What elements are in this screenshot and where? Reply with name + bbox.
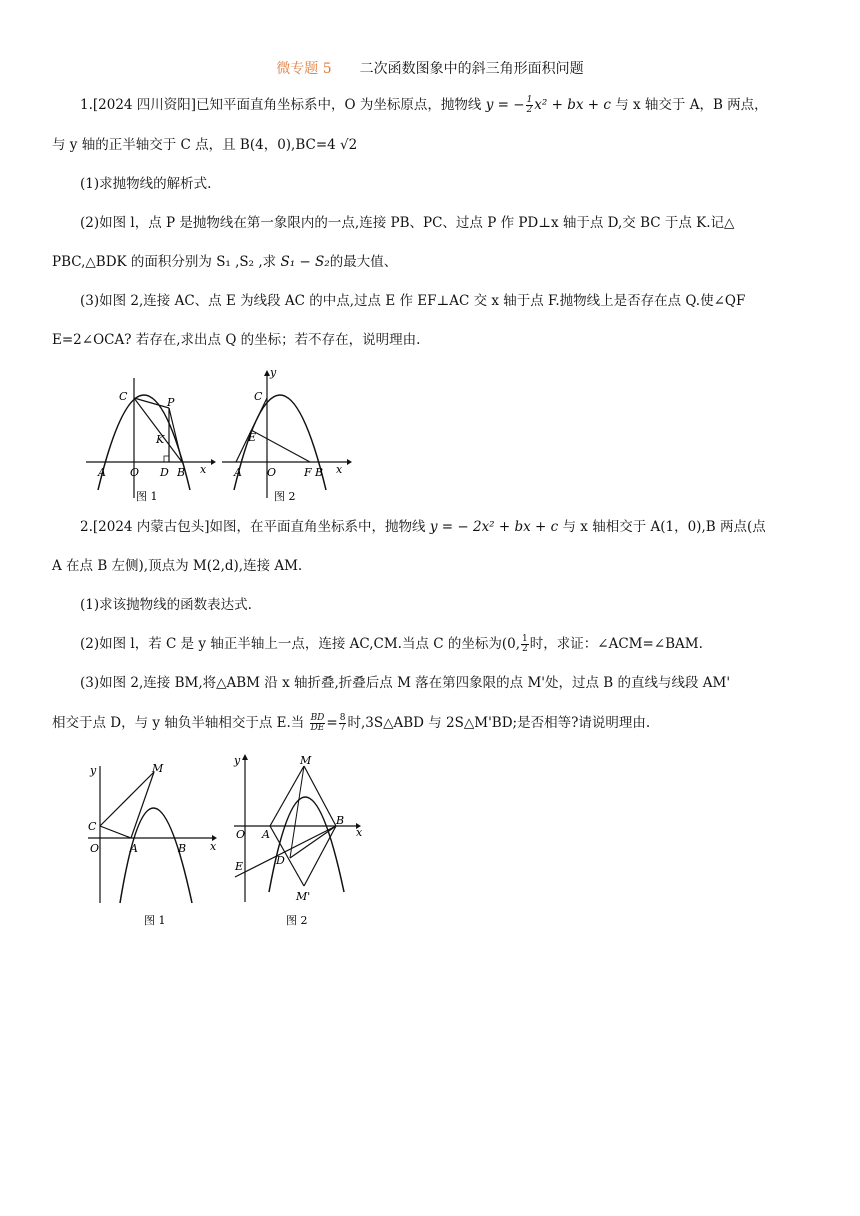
- q1-text-b: 与 x 轴交于 A，B 两点，: [615, 97, 768, 113]
- q2-figure-2-caption: 图 2: [286, 914, 308, 927]
- q1f1-label-C: C: [119, 390, 128, 403]
- q1f2-label-x: x: [336, 463, 343, 476]
- page-title: [0, 58, 860, 78]
- topic-tag: 微专题 5: [276, 61, 332, 77]
- q1f2-label-F: F: [304, 466, 312, 479]
- q2-figure-1: [88, 758, 218, 933]
- q2f1-label-C: C: [88, 820, 97, 833]
- q2f1-label-y: y: [90, 764, 97, 777]
- q1-line-1: [80, 95, 768, 115]
- q2-figure-1-caption: 图 1: [144, 914, 166, 927]
- q2-figure-2: [232, 752, 367, 927]
- q2f2-label-M: M: [300, 754, 312, 767]
- q2-part-2: (2)如图 l，若 C 是 y 轴正半轴上一点，连接 AC,CM.当点 C 的坐标为(0, $\frac{1}{2}$ 时，求证：∠ACM=∠BAM.: [80, 634, 703, 654]
- q1f1-label-D: D: [160, 466, 169, 479]
- q1f1-label-O: O: [130, 466, 140, 479]
- q1-part-2-line-2: PBC,△BDK 的面积分别为 S₁ ,S₂ ,求 S₁ − S₂的最大值、: [52, 254, 398, 270]
- q2-eight-sevenths: $\frac{8}{7}$: [339, 713, 346, 733]
- q1-figure-1: [86, 370, 216, 505]
- q2-part-3-line-2: 相交于点 D，与 y 轴负半轴相交于点 E.当 $\frac{BD}{DE}$ = $\frac{8}{7}$ 时,3S△ABD 与 2S△M'BD;是否相等?请说明理由.: [52, 713, 651, 733]
- q1f1-label-x: x: [200, 463, 207, 476]
- q1f1-label-A: A: [98, 466, 106, 479]
- q1f1-label-P: P: [167, 396, 175, 409]
- q2-equation: y = − 2x² + bx + c: [429, 519, 559, 535]
- q2-part-1: (1)求该抛物线的函数表达式.: [80, 597, 252, 613]
- q2f1-label-O: O: [90, 842, 100, 855]
- q2f2-label-D: D: [276, 854, 285, 867]
- q2f2-label-O: O: [236, 828, 246, 841]
- q1-part-3-line-1: (3)如图 2,连接 AC、点 E 为线段 AC 的中点,过点 E 作 EF⊥AC 交 x 轴于点 F.抛物线上是否存在点 Q.使∠QF: [80, 293, 746, 309]
- q2f2-label-B: B: [336, 814, 345, 827]
- q2-bd-de-fraction: $\frac{BD}{DE}$: [310, 713, 325, 733]
- q2-line-2: A 在点 B 左侧),顶点为 M(2,d),连接 AM.: [52, 558, 303, 574]
- q1f1-label-B: B: [177, 466, 186, 479]
- q2f1-label-A: A: [130, 842, 138, 855]
- q2-part-3-line-1: (3)如图 2,连接 BM,将△ABM 沿 x 轴折叠,折叠后点 M 落在第四象限的点 M'处，过点 B 的直线与线段 AM': [80, 675, 731, 691]
- q2-c-fraction: $\frac{1}{2}$: [522, 634, 528, 654]
- q2f1-label-B: B: [178, 842, 187, 855]
- q2f2-label-Mprime: M': [296, 890, 311, 903]
- topic-title: 二次函数图象中的斜三角形面积问题: [359, 61, 584, 77]
- q1-fraction: $\frac{1}{2}$: [526, 95, 533, 115]
- q1-part-2-line-1: (2)如图 l，点 P 是抛物线在第一象限内的一点,连接 PB、PC、过点 P 作 PD⊥x 轴于点 D,交 BC 于点 K.记△: [80, 215, 735, 231]
- q1-equation: y = − $\frac{1}{2}$ x² + bx + c: [485, 95, 611, 115]
- q1f2-label-A: A: [234, 466, 242, 479]
- q1-text-a: 1.[2024 四川资阳]已知平面直角坐标系中，O 为坐标原点，抛物线: [80, 97, 482, 113]
- q2f2-label-E: E: [235, 860, 244, 873]
- q1-figure-2-caption: 图 2: [274, 490, 296, 503]
- q2f2-label-A: A: [262, 828, 270, 841]
- q2-line-1: 2.[2024 内蒙古包头]如图，在平面直角坐标系中，抛物线 y = − 2x² + bx + c 与 x 轴相交于 A(1，0),B 两点(点: [80, 519, 766, 535]
- q1-s-diff: S₁ − S₂: [280, 254, 330, 270]
- q1f2-label-B: B: [315, 466, 324, 479]
- q1f2-label-y: y: [270, 366, 277, 379]
- q1-part-1: (1)求抛物线的解析式.: [80, 176, 212, 192]
- q1-figure-1-caption: 图 1: [136, 490, 158, 503]
- q2f2-label-y: y: [234, 754, 241, 767]
- q1-line-2: 与 y 轴的正半轴交于 C 点，且 B(4，0),BC=4 √2: [52, 137, 358, 153]
- q1-figure-2: [222, 366, 352, 505]
- q1f2-label-E: E: [248, 431, 257, 444]
- q2f1-label-x: x: [210, 840, 217, 853]
- q2f1-label-M: M: [152, 762, 164, 775]
- q1-part-3-line-2: E=2∠OCA? 若存在,求出点 Q 的坐标；若不存在，说明理由.: [52, 332, 421, 348]
- q1f2-label-O: O: [267, 466, 277, 479]
- q1f1-label-K: K: [156, 433, 165, 446]
- q1f2-label-C: C: [254, 390, 263, 403]
- q2f2-label-x: x: [356, 826, 363, 839]
